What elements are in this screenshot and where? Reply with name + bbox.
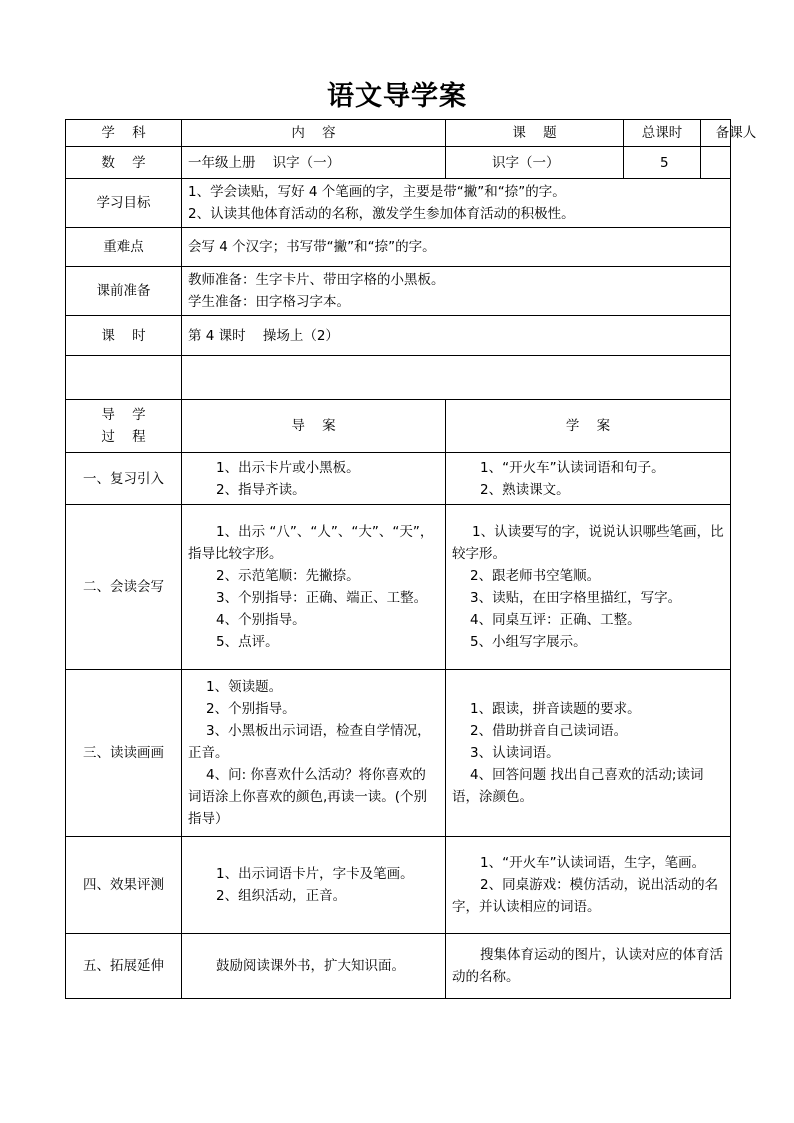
preparer-header-label: 备课人	[715, 125, 757, 141]
content-value: 一年级上册 识字（一）	[182, 147, 446, 179]
guide-item: 3、小黑板出示词语，检查自学情况，正音。	[188, 723, 431, 761]
preparation-row	[66, 267, 731, 316]
preparation-content	[182, 267, 731, 316]
section-study-extension	[446, 934, 731, 999]
teacher-prep-line: 教师准备：生字卡片、带田字格的小黑板。	[188, 272, 445, 288]
section-label-review: 一、复习引入	[66, 453, 182, 505]
guide-plan-header: 导 案	[182, 400, 446, 453]
guide-item: 1、领读题。	[206, 679, 283, 695]
key-points-label: 重难点	[66, 228, 182, 267]
blank-cell-content	[182, 356, 731, 400]
process-header-row	[66, 400, 731, 453]
goals-label: 学习目标	[66, 179, 182, 228]
process-header-label	[66, 400, 182, 453]
study-item: 1、“开火车”认读词语和句子。	[480, 459, 665, 476]
study-item: 3、读贴，在田字格里描红，写字。	[470, 590, 682, 606]
section-row-review	[66, 453, 731, 505]
guide-item: 2、组织活动，正音。	[216, 888, 347, 904]
section-study-read-write	[446, 505, 731, 670]
lesson-plan-table	[65, 119, 757, 999]
guide-item: 2、示范笔顺：先撇捺。	[216, 568, 360, 584]
topic-value: 识字（一）	[446, 147, 624, 179]
guide-item: 4、个别指导。	[216, 612, 306, 628]
preparer-value	[701, 147, 731, 179]
section-label-read-draw: 三、读读画画	[66, 670, 182, 837]
guide-item: 3、个别指导：正确、端正、工整。	[216, 590, 428, 606]
section-row-assessment	[66, 837, 731, 934]
total-periods-value: 5	[624, 147, 701, 179]
study-item: 1、“开火车”认读词语，生字，笔画。	[480, 855, 706, 871]
section-row-read-write	[66, 505, 731, 670]
study-item: 搜集体育运动的图片，认读对应的体育活动的名称。	[452, 947, 724, 985]
section-row-read-draw	[66, 670, 731, 837]
key-points-content: 会写 4 个汉字；书写带“撇”和“捺”的字。	[182, 228, 731, 267]
preparation-label: 课前准备	[66, 267, 182, 316]
guide-item: 5、点评。	[216, 634, 279, 650]
guide-item: 1、出示 “八”、“人”、“大”、“天”，指导比较字形。	[188, 524, 434, 562]
goal-line-2: 2、认读其他体育活动的名称，激发学生参加体育活动的积极性。	[188, 206, 575, 222]
header-row	[66, 120, 731, 147]
section-study-assessment	[446, 837, 731, 934]
study-item: 1、认读要写的字，说说认识哪些笔画，比较字形。	[452, 524, 724, 562]
study-item: 1、跟读，拼音读题的要求。	[470, 701, 641, 717]
total-periods-header: 总课时	[624, 120, 701, 147]
study-item: 2、熟读课文。	[480, 481, 570, 498]
page-title: 语文导学案	[327, 81, 467, 112]
topic-header: 课 题	[446, 120, 624, 147]
goals-row	[66, 179, 731, 228]
guide-item: 1、出示词语卡片，字卡及笔画。	[216, 866, 414, 882]
section-label-read-write: 二、会读会写	[66, 505, 182, 670]
study-item: 4、回答问题 找出自己喜欢的活动;读词语，涂颜色。	[452, 767, 704, 805]
section-guide-read-write	[182, 505, 446, 670]
subject-value: 数 学	[66, 147, 182, 179]
blank-cell-label	[66, 356, 182, 400]
subject-header: 学 科	[66, 120, 182, 147]
process-label-line-2: 过 程	[101, 429, 146, 445]
goals-content	[182, 179, 731, 228]
goal-line-1: 1、学会读贴，写好 4 个笔画的字，主要是带“撇”和“捺”的字。	[188, 184, 566, 200]
guide-item: 2、个别指导。	[206, 701, 296, 717]
study-item: 2、跟老师书空笔顺。	[470, 568, 601, 584]
student-prep-line: 学生准备：田字格习字本。	[188, 294, 350, 310]
info-row	[66, 147, 731, 179]
study-item: 2、借助拼音自己读词语。	[470, 723, 628, 739]
preparer-header	[701, 120, 757, 147]
section-label-extension: 五、拓展延伸	[66, 934, 182, 999]
period-content: 第 4 课时 操场上（2）	[182, 316, 731, 356]
process-label-line-1: 导 学	[101, 407, 146, 423]
section-guide-review	[182, 453, 446, 505]
study-item: 3、认读词语。	[470, 745, 560, 761]
key-points-row	[66, 228, 731, 267]
section-row-extension	[66, 934, 731, 999]
guide-item: 鼓励阅读课外书，扩大知识面。	[216, 958, 405, 974]
study-item: 5、小组写字展示。	[470, 634, 587, 650]
section-study-review	[446, 453, 731, 505]
section-label-assessment: 四、效果评测	[66, 837, 182, 934]
guide-item: 2、指导齐读。	[216, 481, 306, 498]
study-item: 4、同桌互评：正确、工整。	[470, 612, 641, 628]
section-guide-assessment	[182, 837, 446, 934]
period-label: 课 时	[66, 316, 182, 356]
study-item: 2、同桌游戏：模仿活动，说出活动的名字，并认读相应的词语。	[452, 877, 719, 915]
study-plan-header: 学 案	[446, 400, 731, 453]
guide-item: 4、问: 你喜欢什么活动？将你喜欢的词语涂上你喜欢的颜色,再读一读。(个别指导）	[188, 767, 428, 827]
section-study-read-draw	[446, 670, 731, 837]
section-guide-read-draw	[182, 670, 446, 837]
guide-item: 1、出示卡片或小黑板。	[216, 459, 360, 476]
section-guide-extension	[182, 934, 446, 999]
period-row	[66, 316, 731, 356]
content-header: 内 容	[182, 120, 446, 147]
blank-row	[66, 356, 731, 400]
